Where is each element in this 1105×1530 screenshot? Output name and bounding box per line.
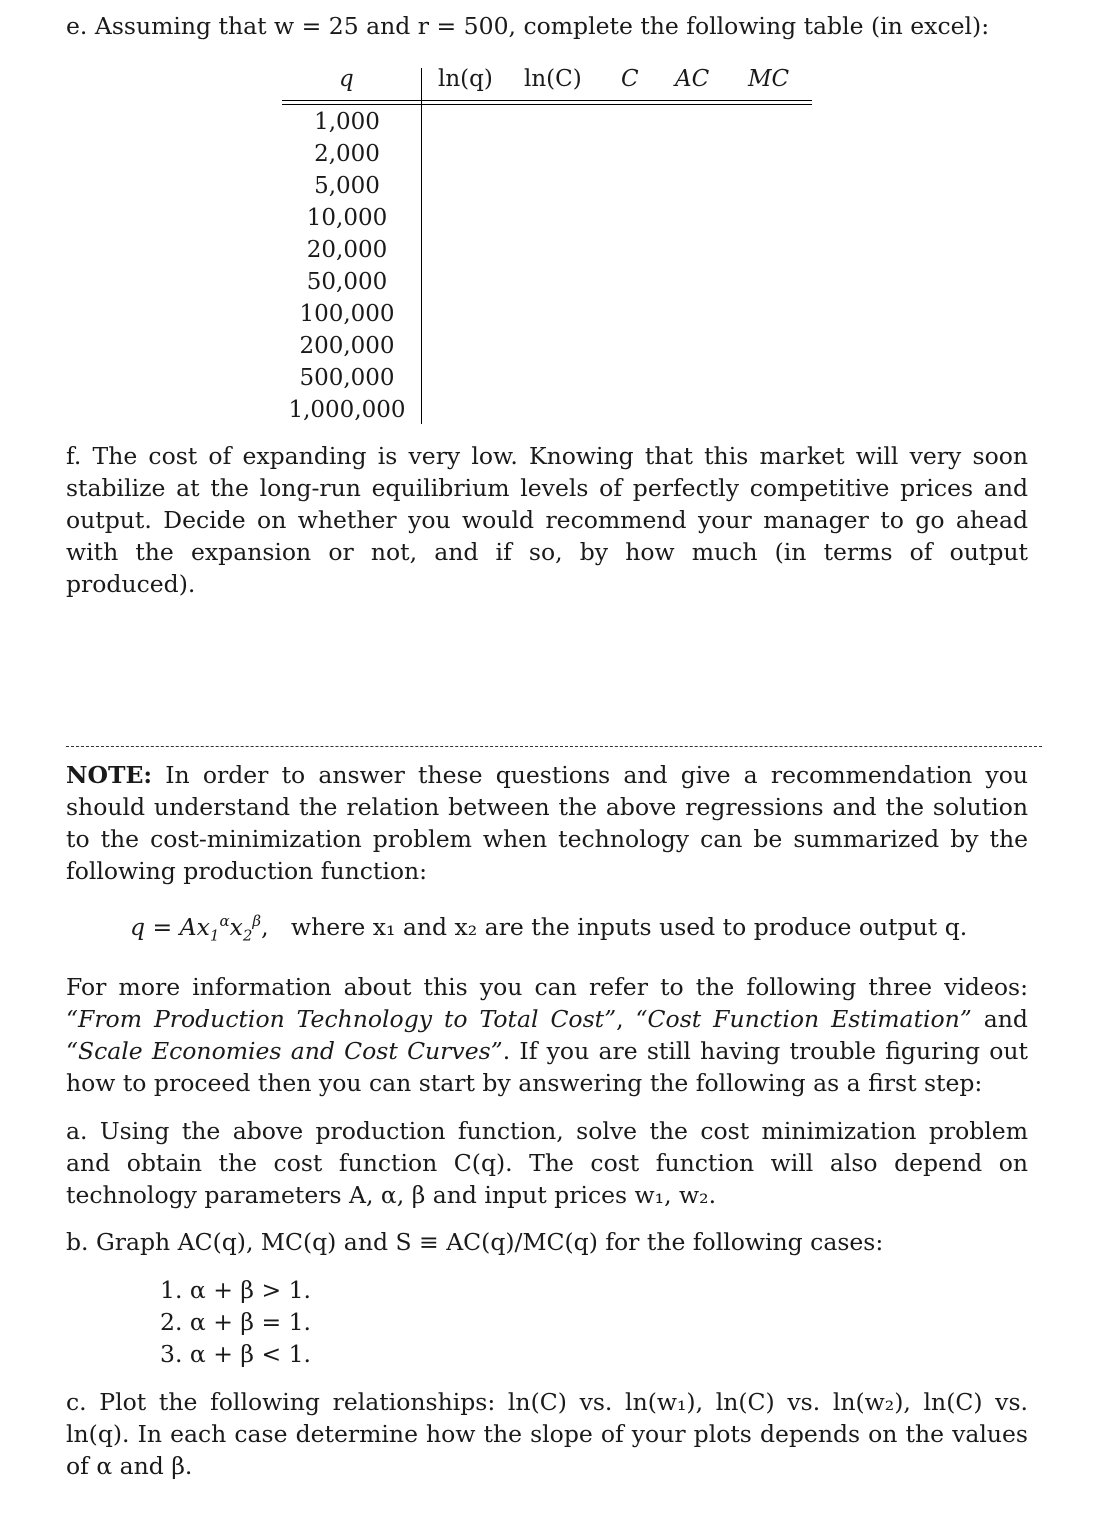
note-label: NOTE: (66, 761, 153, 789)
more-info-outro: . If you are still having trouble figuring out how to proceed then you can start by answering the following as a first step: (66, 1037, 1029, 1097)
table-row: 50,000 (306, 269, 388, 295)
case-item: 3. α + β < 1. (160, 1340, 312, 1368)
header-ac: AC (675, 66, 710, 92)
table-header-rule-double (282, 104, 812, 105)
formula-rest: where x₁ and x₂ are the inputs used to produce output q. (290, 912, 968, 941)
table-row: 2,000 (314, 141, 380, 167)
video-title-3: “Scale Economies and Cost Curves” (66, 1037, 503, 1065)
case-item: 2. α + β = 1. (160, 1308, 312, 1336)
video-title-1: “From Production Technology to Total Cost” (66, 1005, 617, 1033)
dashed-divider (66, 746, 1042, 747)
table-row: 500,000 (299, 365, 395, 391)
part-e-text: e. Assuming that w = 25 and r = 500, complete the following table (in excel): (66, 12, 990, 40)
more-info-intro: For more information about this you can refer to the following three videos: (66, 973, 1028, 1001)
step-c-text: c. Plot the following relationships: ln(C) vs. ln(w₁), ln(C) vs. ln(w₂), ln(C) vs. ln(q). In each case determine how the slope of your plots depends on the values of α and β. (66, 1388, 1028, 1480)
part-f-text: f. The cost of expanding is very low. Knowing that this market will very soon stabilize at the long-run equilibrium levels of perfectly competitive prices and output. Decide on whether you would recommend your manager to go ahead with the expansion or not, and if so, by how much (in terms of output produced). (66, 442, 1028, 598)
table-row: 200,000 (299, 333, 395, 359)
note-paragraph (66, 759, 1028, 887)
header-lnq: ln(q) (438, 66, 493, 92)
step-b-text: b. Graph AC(q), MC(q) and S ≡ AC(q)/MC(q) for the following cases: (66, 1228, 884, 1256)
case-item: 1. α + β > 1. (160, 1276, 312, 1304)
table-column-divider (421, 68, 422, 424)
header-c: C (621, 66, 639, 92)
table-header-rule (282, 100, 812, 101)
step-a-text: a. Using the above production function, solve the cost minimization problem and obtain the cost function C(q). The cost function will also depend on technology parameters A, α, β and input prices w₁, w₂. (66, 1117, 1028, 1209)
q-column (282, 106, 412, 426)
table-row: 20,000 (306, 237, 388, 263)
more-info-paragraph: For more information about this you can refer to the following three videos: “From Production Technology to Total Cost”, “Cost Function Estimation” and “Scale Economies and Cost Curves”. If you are still having trouble figuring out how to proceed then you can start by answering the following as a first step: (66, 973, 1029, 1097)
table-row: 5,000 (314, 173, 380, 199)
note-text: In order to answer these questions and give a recommendation you should understand the relation between the above regressions and the solution to the cost-minimization problem when technology can be summarized by the following production function: (66, 761, 1028, 885)
header-lnc: ln(C) (524, 66, 582, 92)
production-function: $q = Ax_1^\alpha x_2^\beta$, where x₁ and x₂ are the inputs used to produce output q. (130, 912, 968, 945)
formula-lhs: q = Ax (130, 912, 210, 941)
table-row: 1,000 (314, 109, 380, 135)
header-mc: MC (748, 66, 790, 92)
video-title-2: “Cost Function Estimation” (635, 1005, 972, 1033)
table-row: 100,000 (299, 301, 395, 327)
table-row: 10,000 (306, 205, 388, 231)
table-header (282, 66, 812, 100)
table-row: 1,000,000 (288, 397, 406, 423)
header-q: q (339, 66, 354, 92)
